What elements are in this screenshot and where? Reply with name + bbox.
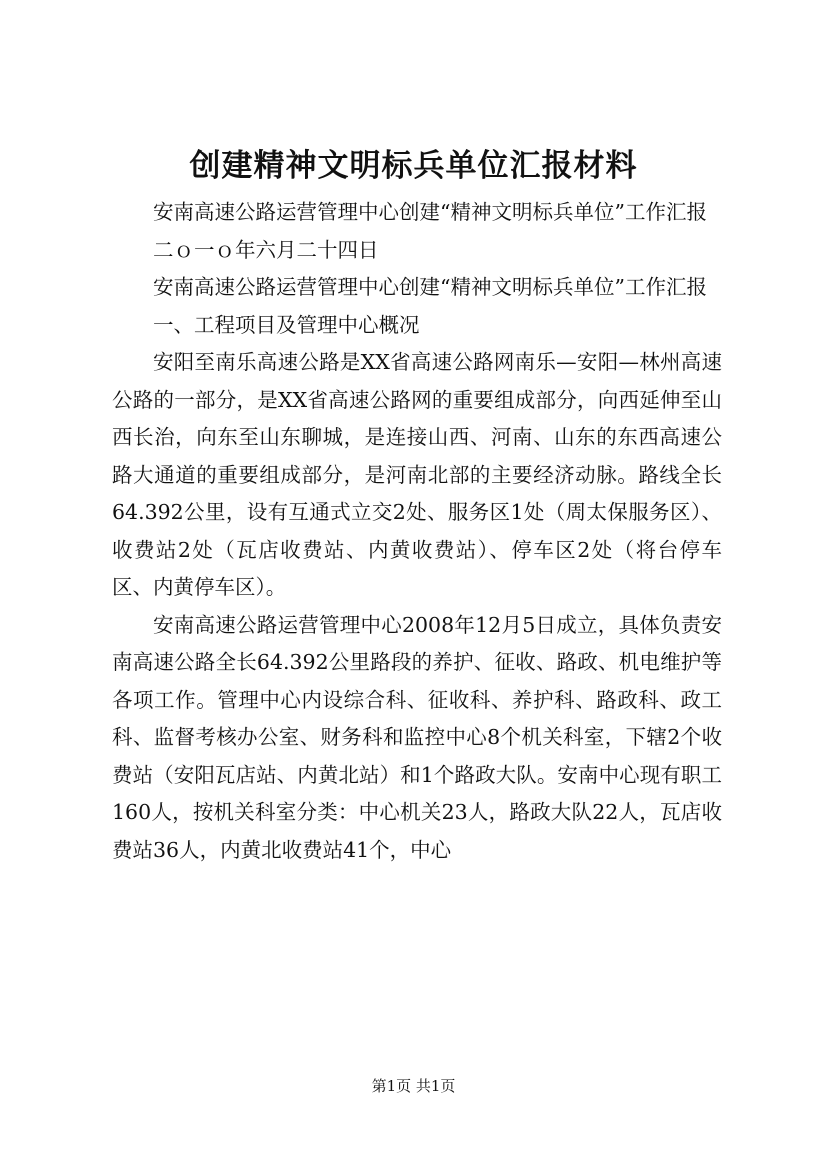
document-title: 创建精神文明标兵单位汇报材料 bbox=[189, 148, 638, 184]
paragraph-date: 二ｏ一ｏ年六月二十四日 bbox=[153, 237, 379, 262]
section-heading-overview: 一、工程项目及管理中心概况 bbox=[153, 312, 420, 337]
paragraph-highway-overview: 安阳至南乐高速公路是XX省高速公路网南乐—安阳—林州高速公路的一部分，是XX省高速公路网的重要组成部分，向西延伸至山西长治，向东至山东聊城，是连接山西、河南、山东的东西高速公路大通道的重要组成部分，是河南北部的主要经济动脉。路线全长64.392公里，设有互通式立交2处、服务区1处（周太保服务区）、收费站2处（瓦店收费站、内黄收费站）、停车区2处（将台停车区、内黄停车区）。 bbox=[112, 350, 722, 599]
document-body bbox=[112, 194, 722, 869]
paragraph-report-heading-repeat: 安南高速公路运营管理中心创建“精神文明标兵单位”工作汇报 bbox=[153, 275, 707, 299]
paragraph-center-overview: 安南高速公路运营管理中心2008年12月5日成立，具体负责安南高速公路全长64.392公里路段的养护、征收、路政、机电维护等各项工作。管理中心内设综合科、征收科、养护科、路政科、政工科、监督考核办公室、财务科和监控中心8个机关科室，下辖2个收费站（安阳瓦店站、内黄北站）和1个路政大队。安南中心现有职工160人，按机关科室分类：中心机关23人，路政大队22人，瓦店收费站36人，内黄北收费站41个，中心 bbox=[112, 612, 722, 862]
paragraph-report-heading: 安南高速公路运营管理中心创建“精神文明标兵单位”工作汇报 bbox=[153, 200, 707, 224]
page-footer: 第1页 共1页 bbox=[371, 1077, 456, 1095]
